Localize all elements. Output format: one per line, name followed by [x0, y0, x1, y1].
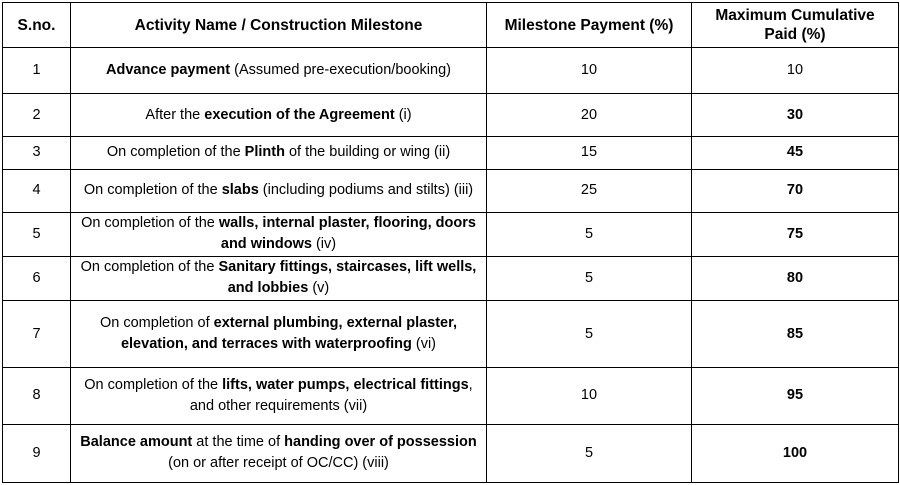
- row-milestone-payment: 5: [487, 424, 692, 482]
- activity-text: (Assumed pre-execution/booking): [230, 62, 451, 79]
- row-cumulative-paid: 75: [692, 212, 899, 256]
- activity-bold-text: Sanitary fittings, staircases, lift wells, and lobbies: [218, 259, 477, 297]
- activity-text: On completion of the: [80, 259, 219, 276]
- row-cumulative-paid: 45: [692, 137, 899, 170]
- row-cumulative-paid: 95: [692, 368, 899, 424]
- row-activity: [71, 48, 487, 94]
- row-sno: 8: [3, 368, 71, 424]
- activity-bold-text: slabs: [221, 182, 259, 199]
- row-milestone-payment: 10: [487, 368, 692, 424]
- row-sno: 5: [3, 212, 71, 256]
- table-row: [3, 48, 899, 94]
- row-sno: 1: [3, 48, 71, 94]
- table-row: [3, 169, 899, 212]
- row-milestone-payment: 20: [487, 94, 692, 137]
- row-activity: [71, 137, 487, 170]
- activity-bold-text: walls, internal plaster, flooring, doors and windows: [218, 215, 476, 253]
- activity-bold-text: execution of the Agreement: [204, 106, 395, 123]
- row-milestone-payment: 5: [487, 212, 692, 256]
- row-activity: [71, 256, 487, 300]
- header-cumulative-paid: Maximum Cumulative Paid (%): [692, 3, 899, 48]
- row-milestone-payment: 5: [487, 256, 692, 300]
- row-activity: [71, 368, 487, 424]
- activity-text: (on or after receipt of OC/CC) (viii): [168, 455, 389, 472]
- row-sno: 6: [3, 256, 71, 300]
- activity-bold-text: Plinth: [244, 144, 285, 161]
- row-sno: 2: [3, 94, 71, 137]
- row-cumulative-paid: 100: [692, 424, 899, 482]
- row-activity: [71, 424, 487, 482]
- row-sno: 7: [3, 300, 71, 368]
- table-row: [3, 94, 899, 137]
- activity-bold-text: external plumbing, external plaster, elevation, and terraces with waterproofing: [120, 315, 457, 353]
- row-cumulative-paid: 30: [692, 94, 899, 137]
- table-row: [3, 212, 899, 256]
- activity-bold-text: Advance payment: [106, 62, 231, 79]
- milestone-payment-table: [2, 2, 899, 483]
- activity-text: of the building or wing (ii): [284, 144, 451, 161]
- row-activity: [71, 212, 487, 256]
- row-milestone-payment: 15: [487, 137, 692, 170]
- header-activity: Activity Name / Construction Milestone: [71, 3, 487, 48]
- table-row: [3, 256, 899, 300]
- activity-text: On completion of the: [106, 144, 245, 161]
- row-activity: [71, 169, 487, 212]
- row-activity: [71, 94, 487, 137]
- activity-text: (i): [394, 106, 412, 123]
- activity-text: After the: [145, 106, 205, 123]
- row-cumulative-paid: 70: [692, 169, 899, 212]
- row-sno: 3: [3, 137, 71, 170]
- row-milestone-payment: 5: [487, 300, 692, 368]
- activity-bold-text: lifts, water pumps, electrical fittings: [222, 376, 469, 393]
- row-cumulative-paid: 80: [692, 256, 899, 300]
- row-activity: [71, 300, 487, 368]
- row-milestone-payment: 10: [487, 48, 692, 94]
- table-row: [3, 137, 899, 170]
- activity-text: On completion of: [99, 315, 214, 332]
- table-row: [3, 368, 899, 424]
- activity-text: On completion of the: [81, 215, 219, 232]
- activity-text: at the time of: [192, 434, 285, 451]
- row-cumulative-paid: 85: [692, 300, 899, 368]
- header-milestone-payment: Milestone Payment (%): [487, 3, 692, 48]
- row-cumulative-paid: 10: [692, 48, 899, 94]
- header-sno: S.no.: [3, 3, 71, 48]
- row-milestone-payment: 25: [487, 169, 692, 212]
- row-sno: 9: [3, 424, 71, 482]
- activity-text: (iv): [311, 236, 337, 253]
- row-sno: 4: [3, 169, 71, 212]
- table-header-row: [3, 3, 899, 48]
- activity-text: (including podiums and stilts) (iii): [258, 182, 474, 199]
- activity-bold-text: Balance amount: [80, 434, 193, 451]
- activity-text: , and other requirements (vii): [189, 376, 473, 414]
- activity-text: (vi): [411, 336, 437, 353]
- activity-text: On completion of the: [84, 376, 223, 393]
- table-row: [3, 300, 899, 368]
- activity-bold-text: handing over of possession: [284, 434, 477, 451]
- activity-text: (v): [308, 280, 330, 297]
- activity-text: On completion of the: [83, 182, 222, 199]
- table-row: [3, 424, 899, 482]
